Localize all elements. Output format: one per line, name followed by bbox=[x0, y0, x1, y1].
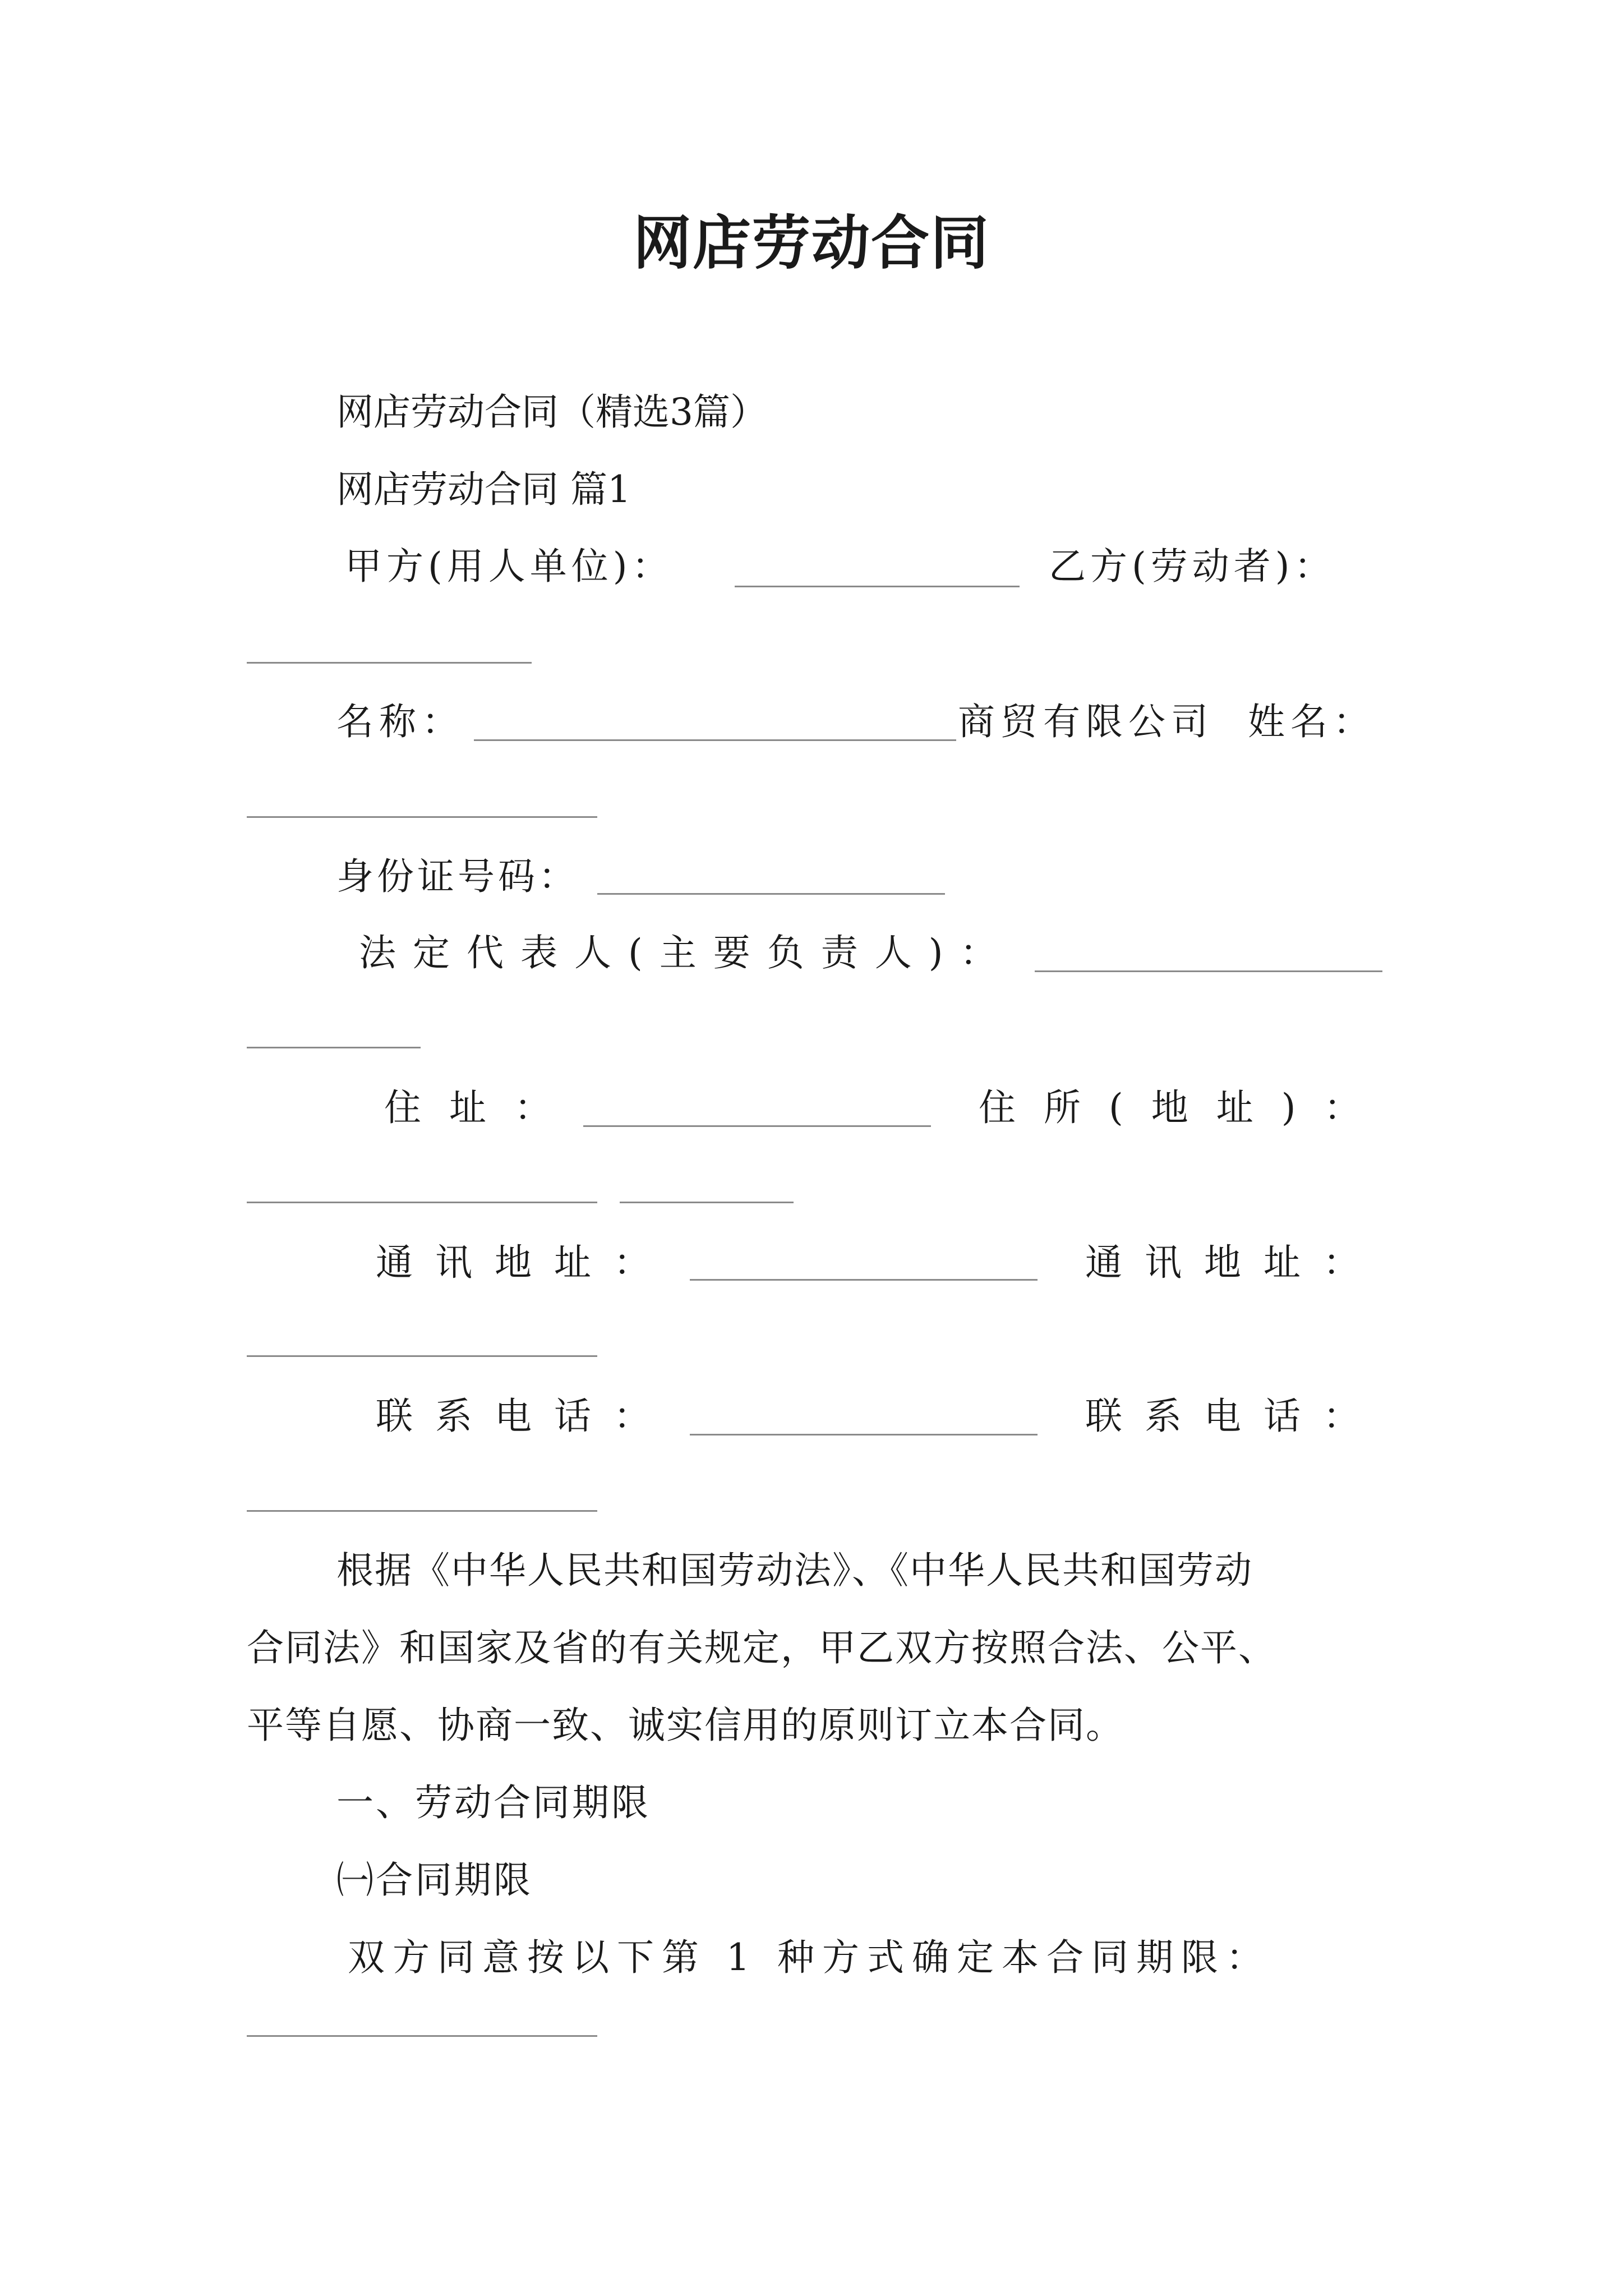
mailing-address-label-b: 通讯地址： bbox=[1085, 1241, 1382, 1284]
clause-1-heading: 一、劳动合同期限 bbox=[336, 1781, 651, 1824]
phone-blank-a[interactable] bbox=[690, 1434, 1038, 1435]
person-name-label: 姓名： bbox=[1248, 700, 1376, 743]
mailing-address-blank-b[interactable] bbox=[247, 1355, 597, 1357]
party-b-blank[interactable] bbox=[247, 662, 532, 664]
clause-1-subheading: ㈠合同期限 bbox=[336, 1858, 533, 1902]
document-title: 网店劳动合同 bbox=[633, 208, 990, 277]
company-name-blank[interactable] bbox=[474, 739, 956, 741]
phone-blank-b[interactable] bbox=[247, 1510, 597, 1512]
id-number-label: 身份证号码： bbox=[336, 855, 579, 898]
phone-label-b: 联系电话： bbox=[1085, 1395, 1382, 1438]
residence-blank[interactable] bbox=[247, 1202, 597, 1203]
section-heading: 网店劳动合同 篇1 bbox=[336, 468, 631, 511]
residence-blank-cont[interactable] bbox=[620, 1202, 794, 1203]
paragraph-line-1: 根据《中华人民共和国劳动法》、《中华人民共和国劳动 bbox=[336, 1549, 1253, 1592]
legal-rep-label: 法定代表人(主要负责人)： bbox=[359, 931, 1014, 974]
id-number-blank[interactable] bbox=[597, 893, 945, 895]
company-suffix: 商贸有限公司 bbox=[958, 700, 1214, 743]
mailing-address-label-a: 通讯地址： bbox=[376, 1241, 673, 1284]
party-a-blank[interactable] bbox=[735, 586, 1020, 587]
paragraph-line-2: 合同法》和国家及省的有关规定，甲乙双方按照合法、公平、 bbox=[247, 1626, 1276, 1669]
document-subtitle: 网店劳动合同（精选3篇） bbox=[336, 390, 767, 434]
name-label: 名称： bbox=[336, 700, 464, 743]
residence-label: 住所(地址)： bbox=[979, 1086, 1389, 1129]
phone-label-a: 联系电话： bbox=[376, 1395, 673, 1438]
address-label: 住址： bbox=[384, 1086, 579, 1129]
contract-term-blank[interactable] bbox=[247, 2035, 597, 2037]
address-blank[interactable] bbox=[583, 1125, 931, 1127]
mailing-address-blank-a[interactable] bbox=[690, 1279, 1038, 1281]
paragraph-line-3: 平等自愿、协商一致、诚实信用的原则订立本合同。 bbox=[247, 1704, 1124, 1747]
clause-1-text: 双方同意按以下第 1 种方式确定本合同期限： bbox=[348, 1936, 1271, 1979]
legal-rep-blank[interactable] bbox=[1035, 970, 1382, 972]
person-name-blank[interactable] bbox=[247, 816, 597, 818]
party-b-label: 乙方(劳动者)： bbox=[1049, 545, 1336, 588]
legal-rep-blank-cont[interactable] bbox=[247, 1047, 421, 1048]
party-a-label: 甲方(用人单位)： bbox=[345, 545, 674, 588]
